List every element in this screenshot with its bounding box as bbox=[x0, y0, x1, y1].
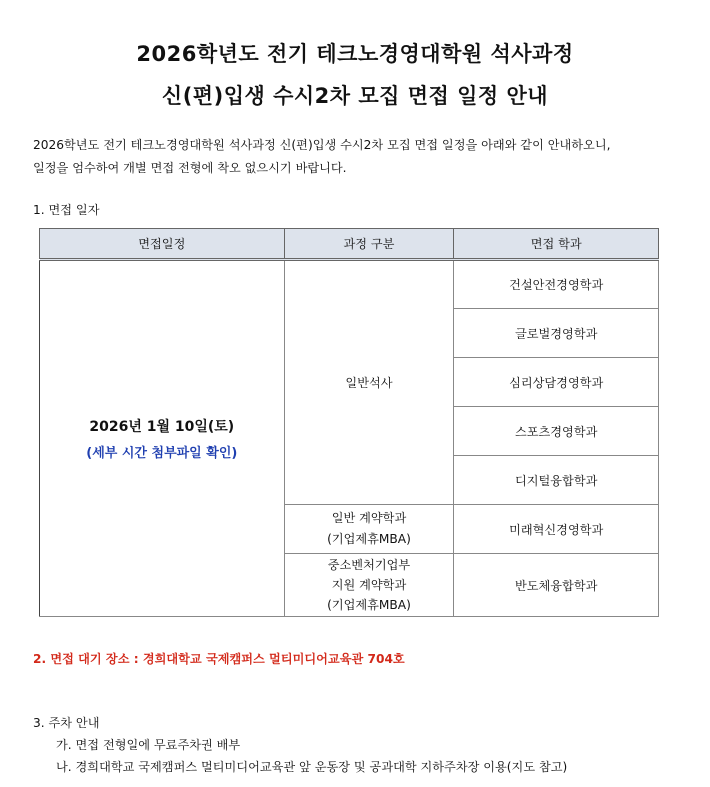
intro-line1: 2026학년도 전기 테크노경영대학원 석사과정 신(편)입생 수시2차 모집 면접 일정을 아래와 같이 안내하오니, bbox=[33, 138, 611, 152]
course-sme-line2: 지원 계약학과 bbox=[331, 578, 407, 592]
department-cell: 반도체융합학과 bbox=[454, 554, 659, 617]
department-cell: 미래혁신경영학과 bbox=[454, 505, 659, 554]
section1-title: 1. 면접 일자 bbox=[33, 203, 100, 217]
header-course: 과정 구분 bbox=[284, 229, 454, 260]
course-sme-contract bbox=[284, 554, 454, 617]
table-header-row bbox=[40, 229, 659, 260]
parking-item: 나. 경희대학교 국제캠퍼스 멀티미디어교육관 앞 운동장 및 공과대학 지하주차장 이용(지도 참고) bbox=[56, 760, 568, 774]
course-general-master: 일반석사 bbox=[284, 260, 454, 505]
intro-line2: 일정을 엄수하여 개별 면접 전형에 착오 없으시기 바랍니다. bbox=[33, 161, 347, 175]
course-contract bbox=[284, 505, 454, 554]
intro-paragraph bbox=[33, 134, 683, 180]
waiting-location-notice: 2. 면접 대기 장소 : 경희대학교 국제캠퍼스 멀티미디어교육관 704호 bbox=[33, 652, 405, 666]
schedule-date-cell bbox=[40, 260, 285, 617]
course-sme-line3: (기업제휴MBA) bbox=[327, 598, 411, 612]
interview-date: 2026년 1월 10일(토) bbox=[89, 419, 235, 435]
header-schedule: 면접일정 bbox=[40, 229, 285, 260]
section3-title: 3. 주차 안내 bbox=[33, 716, 100, 730]
parking-item: 가. 면접 전형일에 무료주차권 배부 bbox=[56, 738, 241, 752]
department-cell: 디지털융합학과 bbox=[454, 456, 659, 505]
course-sme-line1: 중소벤처기업부 bbox=[327, 558, 411, 572]
interview-date-note: (세부 시간 첨부파일 확인) bbox=[86, 446, 238, 461]
table-row bbox=[40, 260, 659, 309]
page-title-line2: 신(편)입생 수시2차 모집 면접 일정 안내 bbox=[161, 84, 549, 108]
department-cell: 스포츠경영학과 bbox=[454, 407, 659, 456]
header-department: 면접 학과 bbox=[454, 229, 659, 260]
department-cell: 건설안전경영학과 bbox=[454, 260, 659, 309]
course-contract-line2: (기업제휴MBA) bbox=[327, 532, 411, 546]
department-cell: 심리상담경영학과 bbox=[454, 358, 659, 407]
department-cell: 글로벌경영학과 bbox=[454, 309, 659, 358]
interview-schedule-table bbox=[39, 228, 659, 617]
course-contract-line1: 일반 계약학과 bbox=[331, 511, 407, 525]
page-title-line1: 2026학년도 전기 테크노경영대학원 석사과정 bbox=[136, 42, 574, 66]
